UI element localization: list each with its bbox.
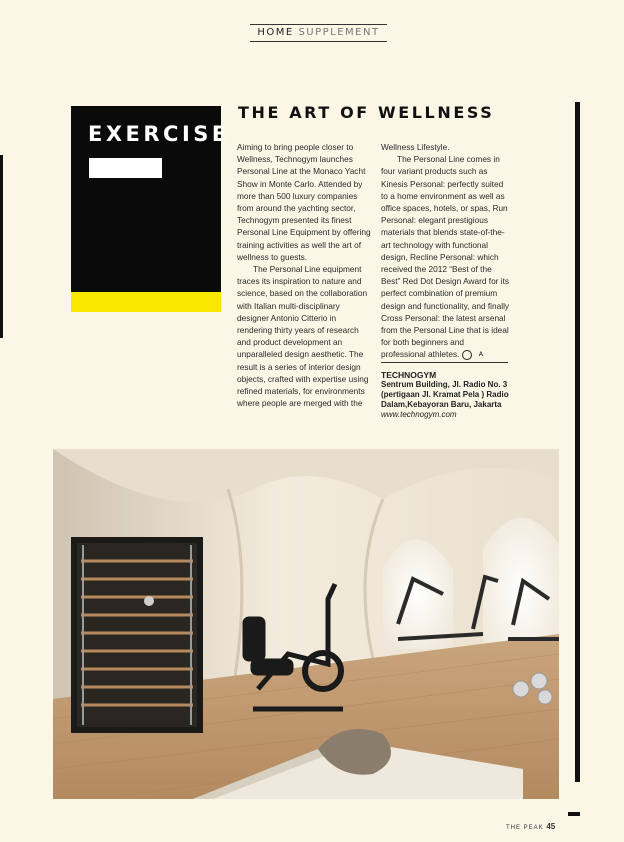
contact-divider <box>381 362 508 363</box>
article-title: THE ART OF WELLNESS <box>238 103 495 122</box>
section-label-block <box>71 106 230 292</box>
article-column-1 <box>237 141 372 409</box>
header-supplement: SUPPLEMENT <box>298 27 380 38</box>
paragraph: The Personal Line equipment traces its inspiration to nature and science, based on the collaboration with Italian multi-disciplinary designer Antonio Citterio in rendering thirty years of research and product development an unparalleled design aesthetic. The result is a series of interior design objects, crafted with expertise using refined materials, for environments where people are merged with the <box>237 264 369 409</box>
accent-yellow-bar <box>71 292 221 312</box>
page-number: 45 <box>546 822 556 831</box>
header-home: HOME <box>257 27 294 38</box>
paragraph: Aiming to bring people closer to Wellness, Technogym launches Personal Line at the Monaco Yacht Show in Monte Carlo. Attended by more than 500 luxury companies from around the yachting sector, Technogym presented its finest Personal Line Equipment by offering training activities as well the art of wellness to guests. <box>237 142 371 262</box>
article-column-2 <box>381 141 511 361</box>
left-margin-rule <box>0 155 3 338</box>
publication-name: THE PEAK <box>506 825 544 831</box>
contact-name: TECHNOGYM <box>381 370 437 380</box>
contact-website: www.technogym.com <box>381 410 457 419</box>
contact-block <box>381 370 521 420</box>
paragraph: Wellness Lifestyle. <box>381 142 450 152</box>
section-header <box>250 24 387 42</box>
kinesis-wall-unit <box>71 537 203 733</box>
label-white-bar <box>89 158 162 178</box>
footer-rule <box>568 812 580 816</box>
paragraph <box>381 153 511 360</box>
page-folio <box>506 822 555 831</box>
contact-address: Sentrum Building, Jl. Radio No. 3 (pertigaan Jl. Kramat Pela ) Radio Dalam,Kebayoran Baru, Jakarta <box>381 380 509 409</box>
paragraph-text: The Personal Line comes in four variant products such as Kinesis Personal: perfectly suited to a home environment as well as office spaces, hotels, or spas, Run Personal: elegant prestigious materials that blends state-of-the-art technology with functional design, Recline Personal: which received the 2012 “Best of the Best” Red Dot Design Award for its perfect combination of premium design and functionality, and finally Cross Personal: the latest arsenal from the Personal Line that is ideal for both beginners and professional athletes. <box>381 154 510 360</box>
end-mark-icon: A <box>462 350 472 360</box>
right-margin-rule <box>575 102 580 782</box>
section-label: EXERCISE <box>88 122 230 146</box>
gym-interior-photo <box>53 449 559 799</box>
